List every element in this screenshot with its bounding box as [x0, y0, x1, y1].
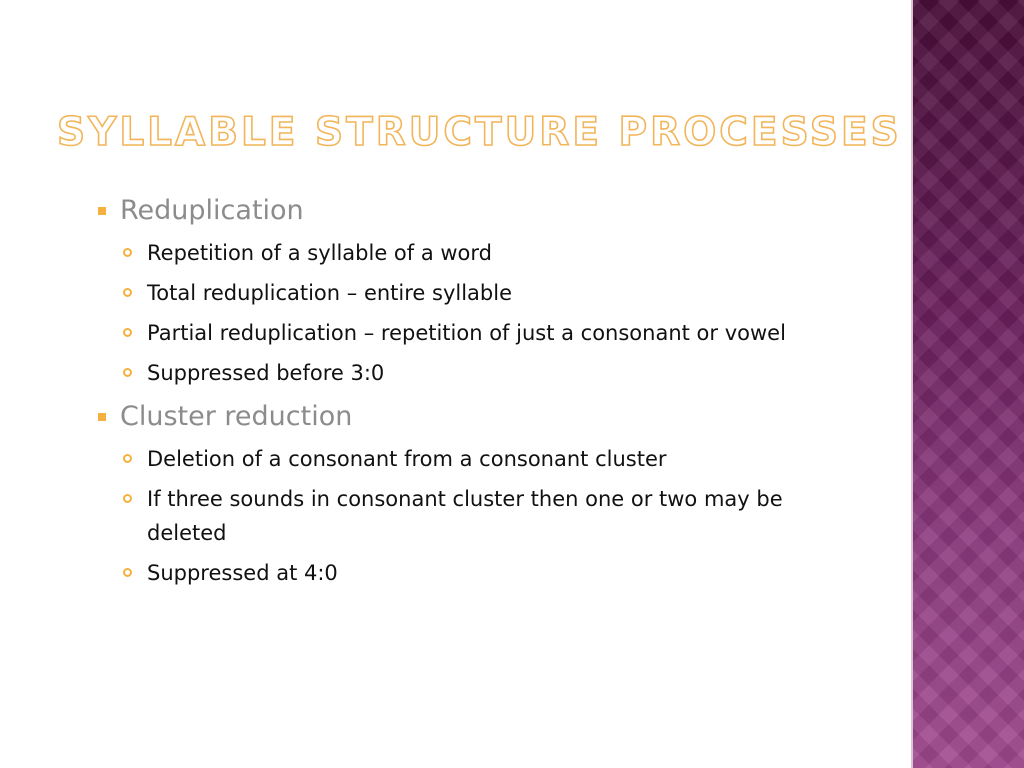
ring-bullet-icon	[123, 368, 132, 377]
list-item-label: If three sounds in consonant cluster then one or two may be deleted	[147, 487, 783, 545]
ring-bullet-icon	[123, 248, 132, 257]
list-item	[95, 316, 895, 350]
sub-list-cluster-reduction	[95, 442, 895, 590]
list-item-label: Suppressed at 4:0	[147, 561, 338, 585]
list-item-label: Total reduplication – entire syllable	[147, 281, 512, 305]
list-item-label: Suppressed before 3:0	[147, 361, 385, 385]
ring-bullet-icon	[123, 288, 132, 297]
list-item	[95, 236, 895, 270]
list-item-label: Deletion of a consonant from a consonant cluster	[147, 447, 667, 471]
list-item	[95, 276, 895, 310]
decorative-side-panel	[913, 0, 1024, 768]
bullet-list	[95, 188, 895, 598]
section-heading-label: Cluster reduction	[120, 401, 353, 432]
ring-bullet-icon	[123, 454, 132, 463]
ring-bullet-icon	[123, 328, 132, 337]
square-bullet-icon	[98, 413, 106, 421]
section-heading-label: Reduplication	[120, 195, 304, 226]
list-item-label: Partial reduplication – repetition of just a consonant or vowel	[147, 321, 786, 345]
slide-title: SYLLABLE STRUCTURE PROCESSES	[57, 110, 902, 155]
list-item	[95, 556, 895, 590]
list-item	[95, 482, 895, 550]
section-heading-cluster-reduction	[95, 398, 895, 436]
list-item-label: Repetition of a syllable of a word	[147, 241, 492, 265]
ring-bullet-icon	[123, 494, 132, 503]
list-item	[95, 442, 895, 476]
list-item	[95, 356, 895, 390]
sub-list-reduplication	[95, 236, 895, 390]
section-heading-reduplication	[95, 192, 895, 230]
ring-bullet-icon	[123, 568, 132, 577]
square-bullet-icon	[98, 207, 106, 215]
